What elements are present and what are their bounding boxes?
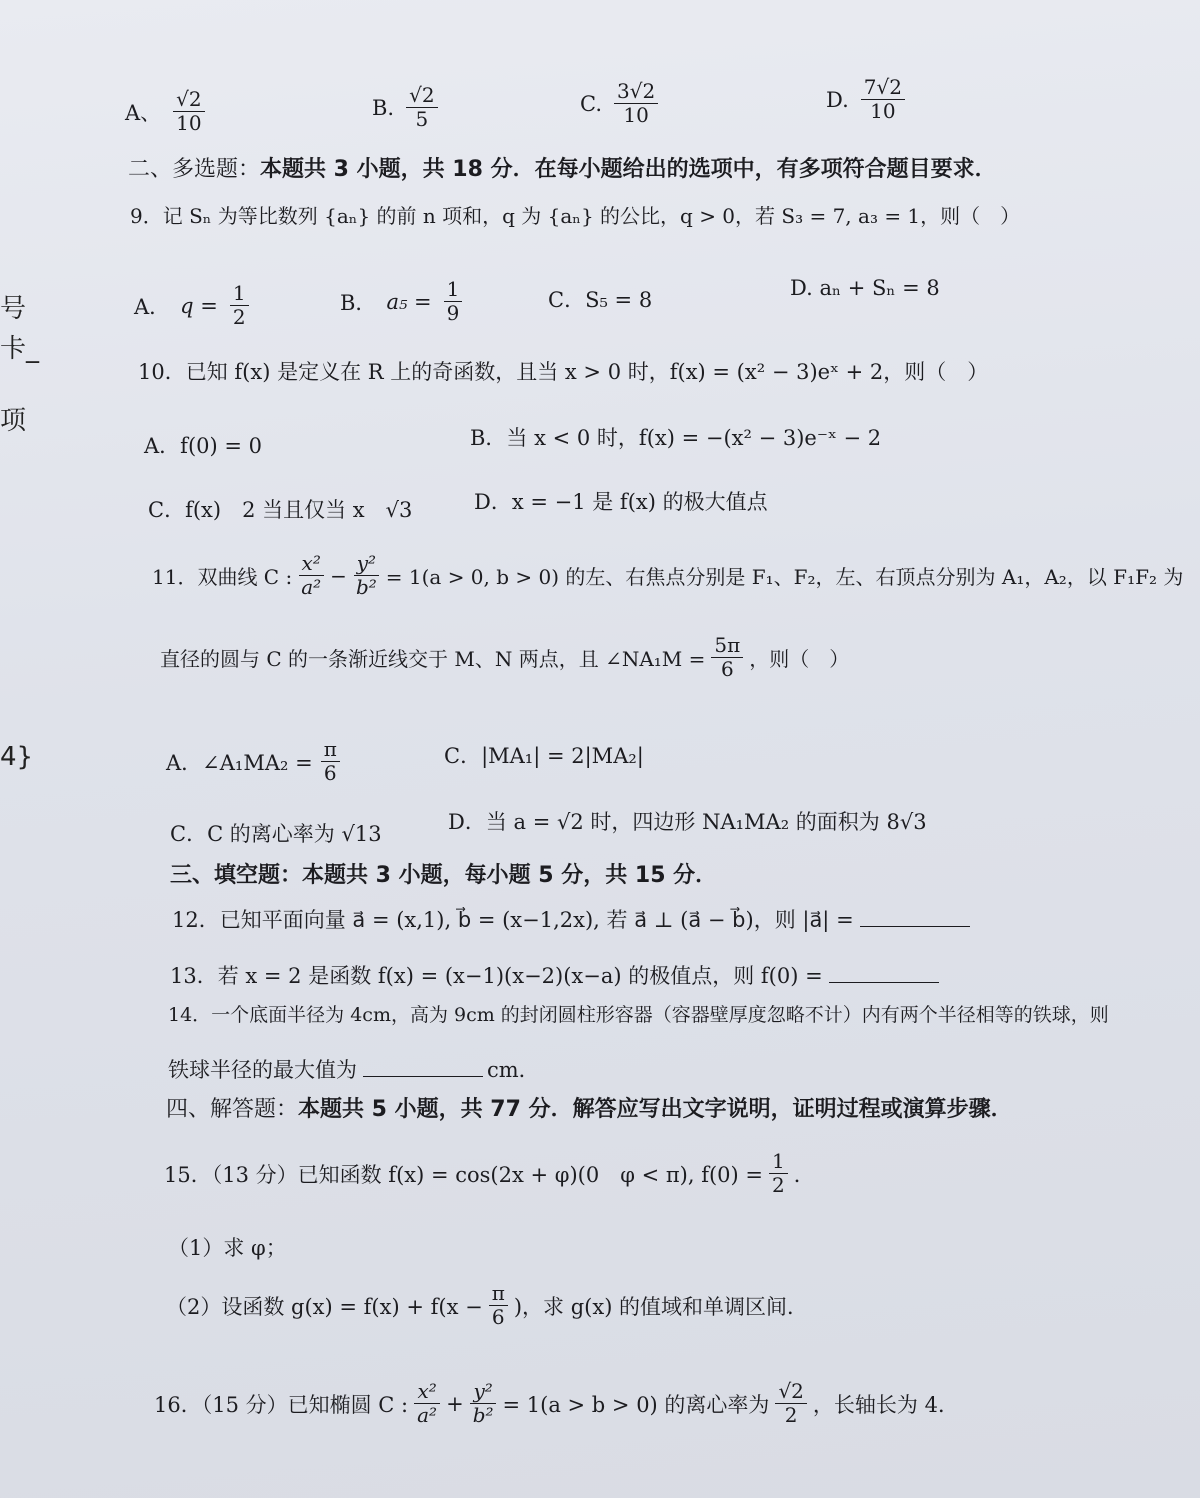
q10-option-d: D．x = −1 是 f(x) 的极大值点 <box>474 490 768 514</box>
q11-option-d: D．当 a = √2 时，四边形 NA₁MA₂ 的面积为 8√3 <box>448 810 927 834</box>
q9-option-d: D. aₙ + Sₙ = 8 <box>790 276 940 300</box>
q11-option-c-second: C．C 的离心率为 √13 <box>170 822 382 846</box>
option-label: B. <box>372 95 395 120</box>
q9-option-b: B． a₅ = $\frac{1}{9}$ <box>340 278 464 325</box>
option-fraction: $\frac{√2}{10}$ <box>173 88 204 135</box>
q10-option-a: A．f(0) = 0 <box>144 434 262 458</box>
section-heading-multi-choice: 二、多选题：本题共 3 小题，共 18 分．在每小题给出的选项中，有多项符合题目要求． <box>128 157 997 182</box>
q9-option-c: C．S₅ = 8 <box>548 288 653 312</box>
answer-blank <box>829 961 939 983</box>
option-label: A、 <box>125 100 162 125</box>
q13-stem: 13．若 x = 2 是函数 f(x) = (x−1)(x−2)(x−a) 的极值点，则 f(0) = <box>170 960 939 990</box>
answer-blank <box>363 1055 483 1077</box>
q16-stem: 16．（15 分）已知椭圆 C : $\frac{\text{x²}}{\text{a²}}$ + $\frac{\text{y²}}{\text{b²}}$ = 1(a > b > 0) 的离心率为 $\frac{√2}{2}$ ，长轴长为 4． <box>154 1379 959 1427</box>
option-fraction: $\frac{7√2}{10}$ <box>861 76 905 123</box>
q14-stem-line2: 铁球半径的最大值为 cm． <box>168 1054 540 1084</box>
option-label: C. <box>580 91 602 116</box>
option-fraction: $\frac{√2}{5}$ <box>406 84 437 131</box>
q15-stem: 15．（13 分）已知函数 f(x) = cos(2x + φ)(0 φ < π), f(0) = $\frac{1}{2}$ ． <box>164 1149 815 1197</box>
edge-fragment: 卡_ <box>0 334 40 364</box>
q11-option-c-first: C．|MA₁| = 2|MA₂| <box>444 744 644 768</box>
section-heading-fill-blank: 三、填空题：本题共 3 小题，每小题 5 分，共 15 分． <box>170 863 718 888</box>
q10-option-c: C．f(x) 2 当且仅当 x √3 <box>148 498 413 522</box>
q9-option-a: A． q = $\frac{1}{2}$ <box>134 282 251 329</box>
q14-stem: 14．一个底面半径为 4cm，高为 9cm 的封闭圆柱形容器（容器壁厚度忽略不计）内有两个半径相等的铁球，则 <box>168 1004 1109 1026</box>
q11-option-a: A．∠A₁MA₂ = $\frac{\pi}{6}$ <box>166 738 342 785</box>
answer-blank <box>860 905 970 927</box>
edge-fragment: 项 <box>0 406 27 436</box>
q10-option-b: B．当 x < 0 时，f(x) = −(x² − 3)e⁻ˣ − 2 <box>470 426 882 450</box>
edge-fragment: 4} <box>0 742 34 772</box>
edge-fragment: 号 <box>0 294 27 324</box>
q11-stem: 11．双曲线 C : $\frac{\text{x²}}{\text{a²}}$ − $\frac{\text{y²}}{\text{b²}}$ = 1(a > 0, b > 0) 的左、右焦点分别是 F₁、F₂，左、右顶点分别为 A₁，A₂，以 F₁F₂ 为 <box>152 551 1184 599</box>
option-fraction: $\frac{3√2}{10}$ <box>614 80 658 127</box>
q8-option-d <box>826 76 907 123</box>
q8-option-c <box>580 80 660 127</box>
q15-part2: （2）设函数 g(x) = f(x) + f(x − $\frac{\pi}{6}$ )，求 g(x) 的值域和单调区间． <box>166 1281 809 1329</box>
q15-part1: （1）求 φ； <box>168 1236 287 1260</box>
q8-option-b <box>372 84 440 131</box>
q8-option-a <box>125 88 207 135</box>
q9-stem: 9．记 Sₙ 为等比数列 {aₙ} 的前 n 项和，q 为 {aₙ} 的公比，q > 0，若 S₃ = 7, a₃ = 1，则（ ） <box>130 204 1021 228</box>
q12-stem: 12．已知平面向量 a⃗ = (x,1), b⃗ = (x−1,2x), 若 a⃗ ⊥ (a⃗ − b⃗)，则 |a⃗| = <box>172 904 970 934</box>
option-label: D. <box>826 87 849 112</box>
q10-stem: 10．已知 f(x) 是定义在 R 上的奇函数，且当 x > 0 时，f(x) = (x² − 3)eˣ + 2，则（ ） <box>138 360 989 384</box>
q11-stem-line2: 直径的圆与 C 的一条渐近线交于 M、N 两点，且 ∠NA₁M = $\frac{5\pi}{6}$ ，则（ ） <box>160 633 850 681</box>
section-heading-answer: 四、解答题：本题共 5 小题，共 77 分．解答应写出文字说明，证明过程或演算步骤． <box>166 1097 1013 1122</box>
